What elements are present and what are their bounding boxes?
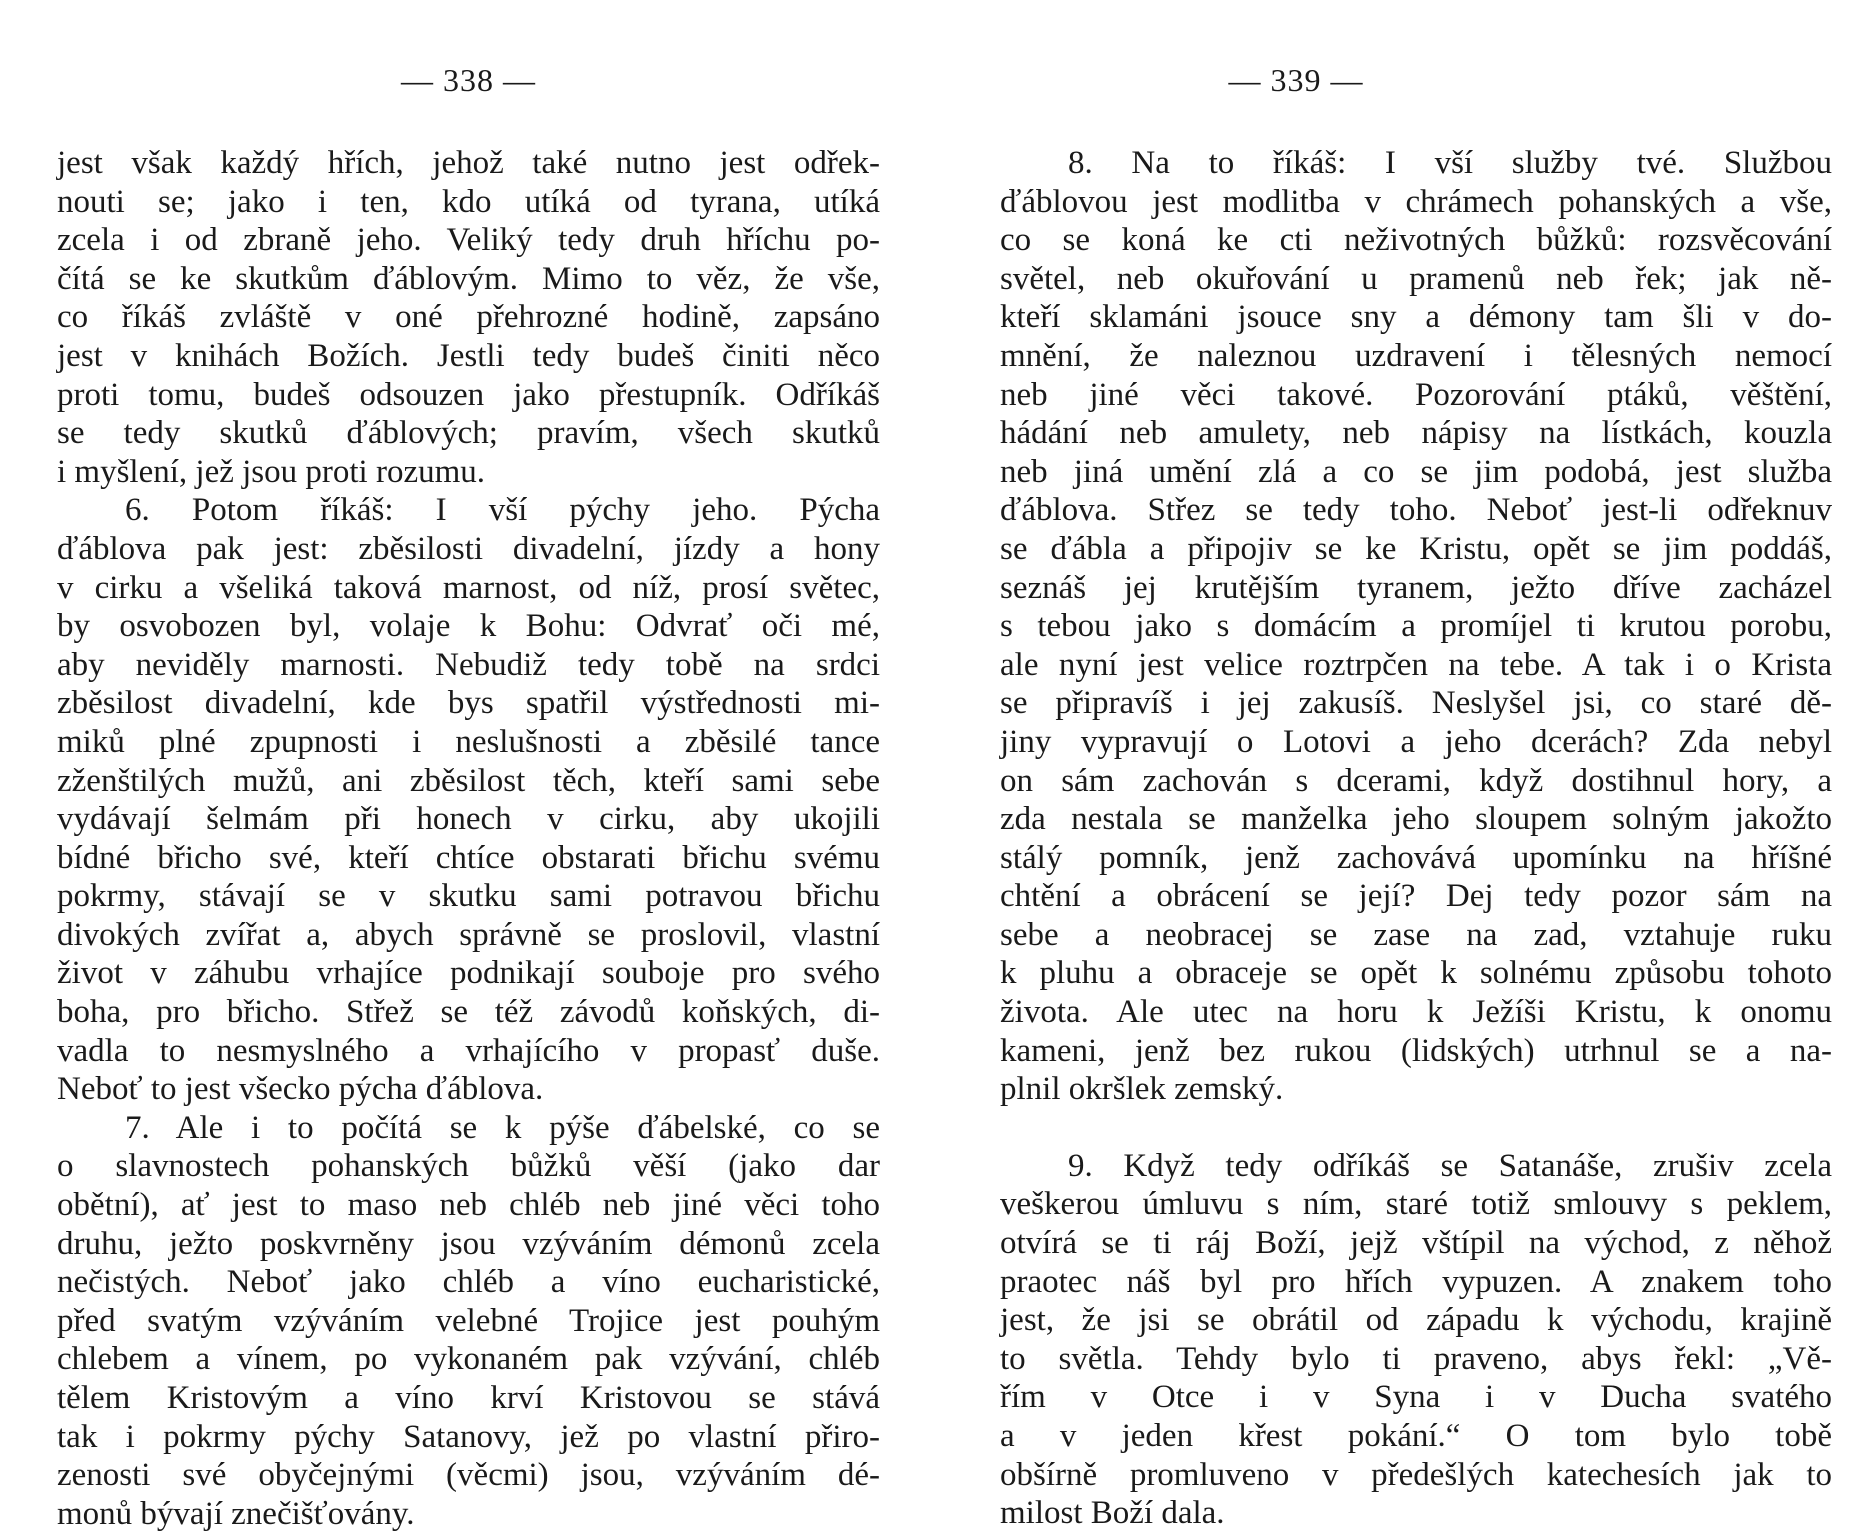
text-line: aby neviděly marnosti. Nebudiž tedy tobě na srdci [57,646,880,683]
text-line: 6. Potom říkáš: I vší pýchy jeho. Pýcha [125,492,880,529]
text-line: se tedy skutků ďáblových; pravím, všech skutků [57,415,880,452]
text-line: jest však každý hřích, jehož také nutno jest odřek- [57,145,880,181]
text-line: to světla. Tehdy bylo ti praveno, abys řekl: „Vě- [1000,1340,1832,1377]
text-line: hádání neb amulety, neb nápisy na lístkách, kouzla [1000,415,1832,452]
left-page-text [57,144,880,1533]
text-line: boha, pro břicho. Střež se též závodů koňských, di- [57,994,880,1031]
text-line: tak i pokrmy pýchy Satanovy, jež po vlastní přiro- [57,1418,880,1455]
text-line: bídné břicho své, kteří chtíce obstarati břichu svému [57,839,880,876]
text-line: čítá se ke skutkům ďáblovým. Mimo to věz, že vše, [57,260,880,297]
text-line: 9. Když tedy odříkáš se Satanáše, zrušiv zcela [1068,1147,1832,1184]
text-line: stálý pomník, jenž zachovává upomínku na hříšné [1000,839,1832,876]
text-line: milost Boží dala. [1000,1495,1225,1532]
text-line: ďáblova pak jest: zběsilosti divadelní, jízdy a hony [57,530,880,567]
text-line: světel, neb okuřování u pramenů neb řek; jak ně- [1000,260,1832,297]
text-line: neb jiné věci takové. Pozorování ptáků, věštění, [1000,376,1832,413]
text-line: obětní), ať jest to maso neb chléb neb jiné věci toho [57,1187,880,1224]
text-line: neb jiná umění zlá a co se jim podobá, jest služba [1000,453,1832,490]
text-line: 7. Ale i to počítá se k pýše ďábelské, co se [125,1109,880,1146]
text-line: chtění a obrácení se její? Dej tedy pozor sám na [1000,878,1832,915]
text-line: sebe a neobracej se zase na zad, vztahuje ruku [1000,916,1832,953]
text-line: i myšlení, jež jsou proti rozumu. [57,453,486,490]
text-line: v cirku a všeliká taková marnost, od níž, prosí světec, [57,569,880,606]
text-line: praotec náš byl pro hřích vypuzen. A znakem toho [1000,1263,1832,1300]
text-line: pokrmy, stávají se v skutku sami potravou břichu [57,878,880,915]
text-line: otvírá se ti ráj Boží, jejž vštípil na východ, z něhož [1000,1225,1832,1262]
text-line: vydávají šelmám při honech v cirku, aby ukojili [57,801,880,838]
text-line: obšírně promluveno v předešlých katechesích jak to [1000,1456,1832,1493]
text-line: by osvobozen byl, volaje k Bohu: Odvrať oči mé, [57,608,880,645]
page-number-left: — 338 — [401,62,536,98]
text-line: jiny vypravují o Lotovi a jeho dcerách? Zda nebyl [1000,723,1832,760]
text-line: chlebem a vínem, po vykonaném pak vzývání, chléb [57,1341,880,1378]
text-line: s tebou jako s domácím a promíjel ti krutou porobu, [1000,608,1832,645]
text-line: před svatým vzýváním velebné Trojice jest pouhým [57,1302,880,1339]
text-line: co říkáš zvláště v oné přehrozné hodině, zapsáno [57,299,880,336]
text-line: veškerou úmluvu s ním, staré totiž smlouvy s peklem, [1000,1186,1832,1223]
text-line: se připravíš i jej zakusíš. Neslyšel jsi, co staré dě- [1000,685,1832,722]
text-line: co se koná ke cti neživotných bůžků: rozsvěcování [1000,222,1832,259]
text-line: zcela i od zbraně jeho. Veliký tedy druh hříchu po- [57,222,880,259]
text-line: života. Ale utec na horu k Ježíši Kristu, k onomu [1000,994,1832,1031]
text-line: zběsilost divadelní, kde bys spatřil výstřednosti mi- [57,685,880,722]
text-line: divokých zvířat a, abych správně se proslovil, vlastní [57,916,880,953]
text-line: jest, že jsi se obrátil od západu k východu, krajině [1000,1302,1832,1339]
text-line: vadla to nesmyslného a vrhajícího v propasť duše. [57,1032,880,1069]
text-line: Neboť to jest všecko pýcha ďáblova. [57,1071,544,1108]
text-line: ale nyní jest velice roztrpčen na tebe. A tak i o Krista [1000,646,1832,683]
text-line: nouti se; jako i ten, kdo utíká od tyrana, utíká [57,183,880,220]
text-line: řím v Otce i v Syna i v Ducha svatého [1000,1379,1832,1416]
text-line: on sám zachován s dcerami, když dostihnul hory, a [1000,762,1832,799]
text-line: ďáblovou jest modlitba v chrámech pohanských a vše, [1000,183,1832,220]
text-line: proti tomu, budeš odsouzen jako přestupník. Odříkáš [57,376,880,413]
text-line: plnil okršlek zemský. [1000,1071,1284,1108]
text-line: miků plné zpupnosti i neslušnosti a zběsilé tance [57,723,880,760]
text-line: ďáblova. Střez se tedy toho. Neboť jest-li odřeknuv [1000,492,1832,529]
text-line: kameni, jenž bez rukou (lidských) utrhnul se a na- [1000,1032,1832,1069]
text-line: kteří sklamáni jsouce sny a démony tam šli v do- [1000,299,1832,336]
text-line: zda nestala se manželka jeho sloupem solným jakožto [1000,801,1832,838]
text-line: seznáš jej krutějším tyranem, ježto dříve zacházel [1000,569,1832,606]
text-line: monů bývají znečišťovány. [57,1495,415,1532]
text-line: zenosti své obyčejnými (věcmi) jsou, vzýváním dé- [57,1457,880,1494]
text-line: tělem Kristovým a víno krví Kristovou se stává [57,1380,880,1416]
right-page-text [1000,144,1832,1533]
page-number-right: — 339 — [1228,62,1364,98]
text-line: jest v knihách Božích. Jestli tedy budeš činiti něco [57,337,880,374]
text-line: život v záhubu vrhajíce podnikají souboje pro svého [57,955,880,992]
text-line: mnění, že naleznou uzdravení i tělesných nemocí [1000,337,1832,374]
text-line: 8. Na to říkáš: I vší služby tvé. Službou [1068,145,1832,181]
text-line: zženštilých mužů, ani zběsilost těch, kteří sami sebe [57,762,880,799]
text-line: k pluhu a obraceje se opět k solnému způsobu tohoto [1000,955,1832,992]
text-line: nečistých. Neboť jako chléb a víno eucharistické, [57,1264,880,1301]
text-line: druhu, ježto poskvrněny jsou vzýváním démonů zcela [57,1225,880,1262]
paragraph-gap [1000,1109,1832,1147]
text-line: a v jeden křest pokání.“ O tom bylo tobě [1000,1418,1832,1454]
text-line: o slavnostech pohanských bůžků věší (jako dar [57,1148,880,1185]
text-line: se ďábla a připojiv se ke Kristu, opět se jim poddáš, [1000,530,1832,567]
